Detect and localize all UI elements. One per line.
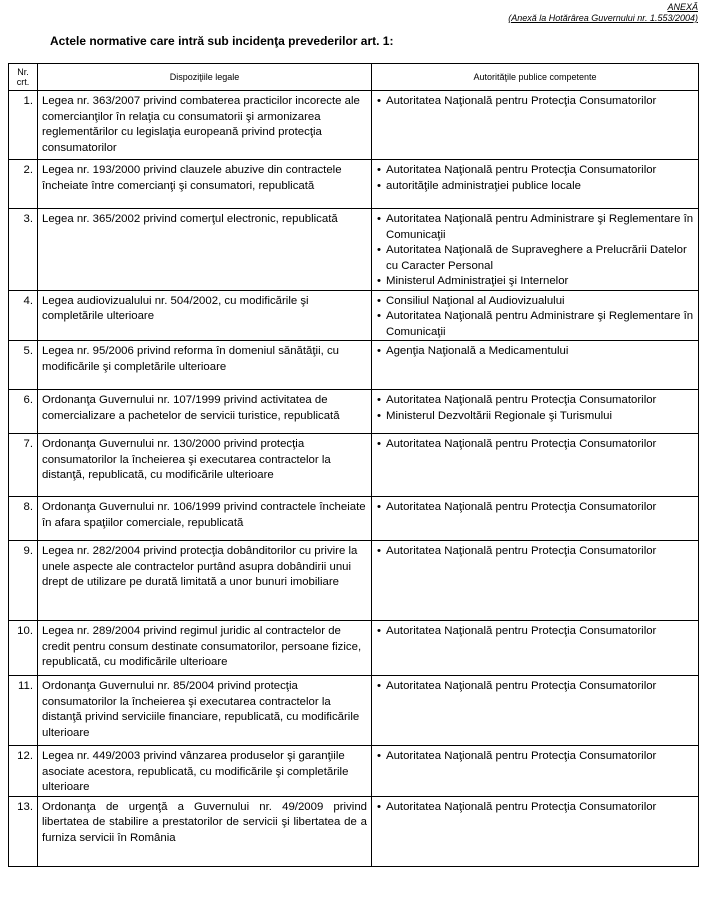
law-text: Ordonanţa de urgenţă a Guvernului nr. 49/2009 privind libertatea de stabilire a prestatorilor de servicii şi libertatea de a furniza servicii în România — [38, 796, 372, 866]
authority-item: • Ministerul Dezvoltării Regionale şi Turismului — [376, 409, 694, 425]
table-row — [9, 541, 699, 621]
authorities-list — [376, 749, 694, 765]
authority-item: • Autoritatea Naţională pentru Protecţia Consumatorilor — [376, 800, 694, 816]
row-number: 10. — [9, 621, 38, 676]
authorities-cell — [372, 746, 699, 797]
authorities-list — [376, 344, 694, 360]
law-text: Ordonanţa Guvernului nr. 85/2004 privind protecţia consumatorilor la încheierea şi executarea contractelor la distanţă privind serviciile financiare, republicată, cu modificările ulterioare — [38, 676, 372, 746]
authorities-list — [376, 624, 694, 640]
law-text: Legea nr. 449/2003 privind vânzarea produselor şi garanţiile asociate acestora, republicată, cu modificările şi completările ulterioare — [38, 746, 372, 797]
authorities-cell — [372, 160, 699, 209]
table-row — [9, 434, 699, 497]
authorities-cell — [372, 541, 699, 621]
authority-item: • Autoritatea Naţională pentru Protecţia Consumatorilor — [376, 163, 694, 179]
law-text: Legea nr. 289/2004 privind regimul juridic al contractelor de credit pentru consum destinate consumatorilor, persoane fizice, republicată, cu modificările ulterioare — [38, 621, 372, 676]
authority-item: • Ministerul Administraţiei şi Internelor — [376, 274, 694, 290]
column-header-authorities: Autorităţile publice competente — [372, 64, 699, 91]
row-number: 8. — [9, 497, 38, 541]
authorities-cell — [372, 434, 699, 497]
table-row — [9, 676, 699, 746]
authorities-list — [376, 500, 694, 516]
table-row — [9, 497, 699, 541]
table-row — [9, 160, 699, 209]
law-text: Legea audiovizualului nr. 504/2002, cu modificările şi completările ulterioare — [38, 290, 372, 341]
row-number: 2. — [9, 160, 38, 209]
laws-table — [8, 63, 699, 867]
authorities-cell — [372, 676, 699, 746]
authorities-cell — [372, 209, 699, 291]
authority-item: • Agenţia Naţională a Medicamentului — [376, 344, 694, 360]
annex-ref: (Anexă la Hotărârea Guvernului nr. 1.553/2004) — [508, 13, 698, 23]
law-text: Ordonanţa Guvernului nr. 107/1999 privind activitatea de comercializare a pachetelor de servicii turistice, republicată — [38, 390, 372, 434]
law-text: Legea nr. 365/2002 privind comerţul electronic, republicată — [38, 209, 372, 291]
column-header-law: Dispoziţiile legale — [38, 64, 372, 91]
authority-item: • Autoritatea Naţională pentru Protecţia Consumatorilor — [376, 437, 694, 453]
authorities-list — [376, 800, 694, 816]
authorities-cell — [372, 290, 699, 341]
row-number: 11. — [9, 676, 38, 746]
authorities-cell — [372, 341, 699, 390]
annex-reference — [508, 2, 698, 24]
authorities-list — [376, 544, 694, 560]
row-number: 7. — [9, 434, 38, 497]
authorities-list — [376, 94, 694, 110]
law-text: Legea nr. 95/2006 privind reforma în domeniul sănătăţii, cu modificările şi completările ulterioare — [38, 341, 372, 390]
row-number: 6. — [9, 390, 38, 434]
authority-item: • Autoritatea Naţională pentru Protecţia Consumatorilor — [376, 393, 694, 409]
authorities-list — [376, 437, 694, 453]
authorities-list — [376, 294, 694, 341]
row-number: 12. — [9, 746, 38, 797]
table-row — [9, 91, 699, 160]
authorities-cell — [372, 91, 699, 160]
authorities-cell — [372, 497, 699, 541]
column-header-nr: Nr. crt. — [9, 64, 38, 91]
table-row — [9, 341, 699, 390]
authority-item: • Consiliul Naţional al Audiovizualului — [376, 294, 694, 310]
authorities-cell — [372, 390, 699, 434]
table-row — [9, 796, 699, 866]
law-text: Legea nr. 363/2007 privind combaterea practicilor incorecte ale comercianţilor în relaţia cu consumatorii şi armonizarea reglementărilor cu legislaţia europeană privind protecţia consumatorilor — [38, 91, 372, 160]
authorities-list — [376, 212, 694, 290]
authority-item: • Autoritatea Naţională de Supraveghere a Prelucrării Datelor cu Caracter Personal — [376, 243, 694, 274]
law-text: Legea nr. 282/2004 privind protecţia dobânditorilor cu privire la unele aspecte ale contractelor purtând asupra dobândirii unui drept de utilizare pe durată limitată a unor bunuri imobiliare — [38, 541, 372, 621]
authority-item: • Autoritatea Naţională pentru Protecţia Consumatorilor — [376, 500, 694, 516]
authority-item: • Autoritatea Naţională pentru Administrare şi Reglementare în Comunicaţii — [376, 212, 694, 243]
table-row — [9, 290, 699, 341]
row-number: 9. — [9, 541, 38, 621]
authority-item: • Autoritatea Naţională pentru Protecţia Consumatorilor — [376, 544, 694, 560]
table-row — [9, 746, 699, 797]
row-number: 3. — [9, 209, 38, 291]
authorities-list — [376, 163, 694, 194]
authority-item: • Autoritatea Naţională pentru Protecţia Consumatorilor — [376, 679, 694, 695]
law-text: Legea nr. 193/2000 privind clauzele abuzive din contractele încheiate între comercianţi şi consumatori, republicată — [38, 160, 372, 209]
table-row — [9, 209, 699, 291]
row-number: 13. — [9, 796, 38, 866]
authorities-cell — [372, 796, 699, 866]
authorities-cell — [372, 621, 699, 676]
authorities-list — [376, 393, 694, 424]
authority-item: • Autoritatea Naţională pentru Administrare şi Reglementare în Comunicaţii — [376, 309, 694, 340]
authority-item: • autorităţile administraţiei publice locale — [376, 179, 694, 195]
authority-item: • Autoritatea Naţională pentru Protecţia Consumatorilor — [376, 749, 694, 765]
authority-item: • Autoritatea Naţională pentru Protecţia Consumatorilor — [376, 624, 694, 640]
table-header-row — [9, 64, 699, 91]
row-number: 1. — [9, 91, 38, 160]
row-number: 4. — [9, 290, 38, 341]
document-heading: Actele normative care intră sub incidenţa prevederilor art. 1: — [50, 34, 394, 48]
law-text: Ordonanţa Guvernului nr. 106/1999 privind contractele încheiate în afara spaţiilor comerciale, republicată — [38, 497, 372, 541]
authorities-list — [376, 679, 694, 695]
annex-title: ANEXĂ — [667, 2, 698, 12]
row-number: 5. — [9, 341, 38, 390]
authority-item: • Autoritatea Naţională pentru Protecţia Consumatorilor — [376, 94, 694, 110]
table-row — [9, 390, 699, 434]
law-text: Ordonanţa Guvernului nr. 130/2000 privind protecţia consumatorilor la încheierea şi executarea contractelor la distanţă, republicată, cu modificările ulterioare — [38, 434, 372, 497]
table-row — [9, 621, 699, 676]
